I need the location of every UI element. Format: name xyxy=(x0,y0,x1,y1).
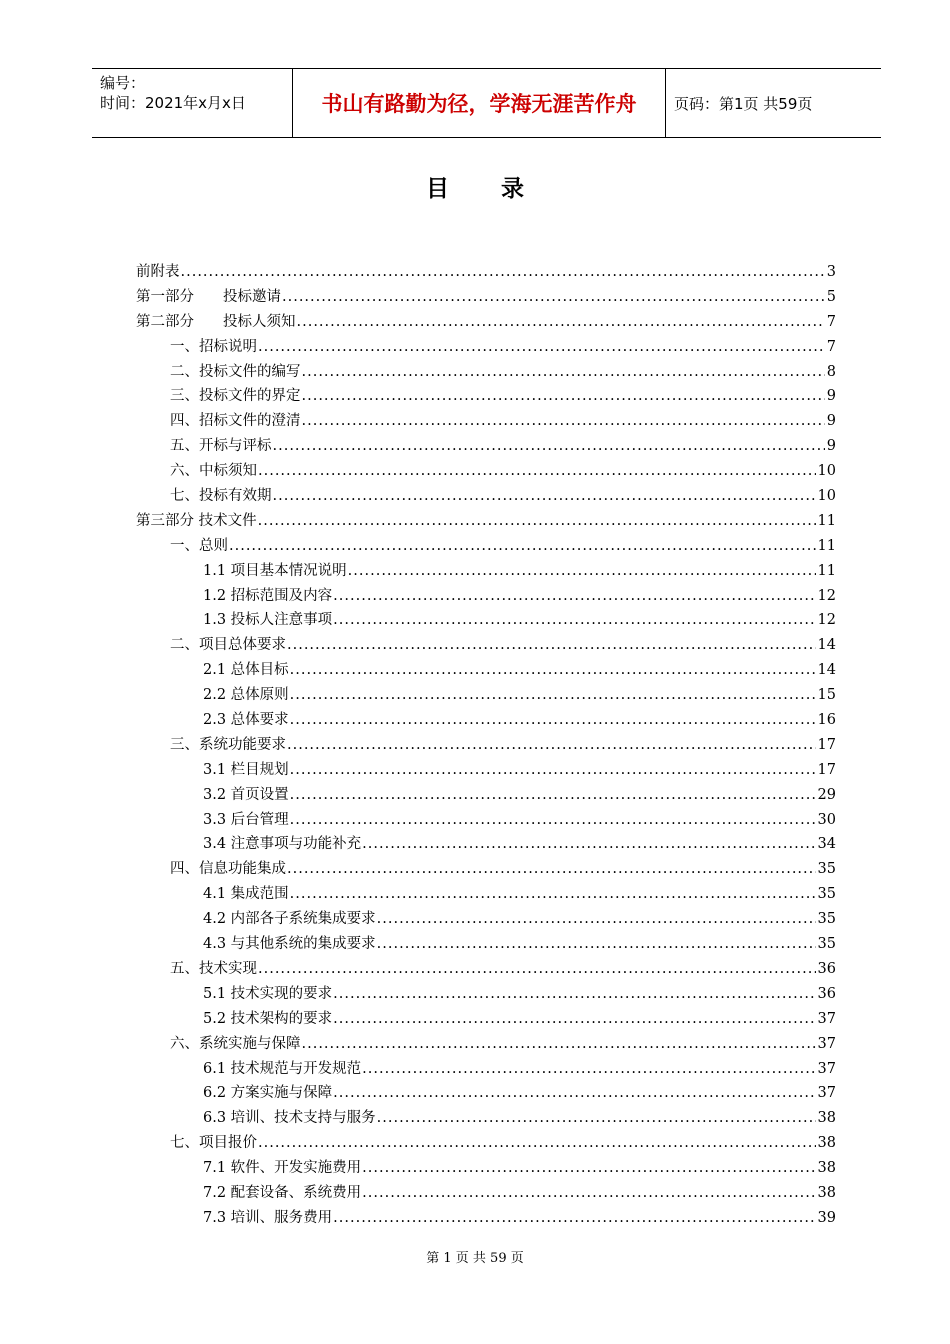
toc-entry-label: 三、投标文件的界定 xyxy=(170,388,301,405)
toc-entry-label: 七、项目报价 xyxy=(170,1135,257,1152)
toc-entry-label: 2.3 总体要求 xyxy=(203,712,289,729)
toc-entry-page: 38 xyxy=(817,1160,836,1177)
toc-entry-page: 39 xyxy=(817,1209,836,1226)
toc-entry-page: 15 xyxy=(817,687,836,704)
title-char-2: 录 xyxy=(501,176,524,202)
toc-leader-dots xyxy=(362,1185,815,1201)
toc-entry-page: 8 xyxy=(826,363,836,380)
toc-leader-dots xyxy=(282,289,825,305)
toc-entry[interactable] xyxy=(136,608,836,633)
toc-leader-dots xyxy=(302,413,825,429)
toc-entry[interactable] xyxy=(136,584,836,609)
toc-leader-dots xyxy=(258,513,816,529)
toc-leader-dots xyxy=(273,488,816,504)
toc-entry[interactable] xyxy=(136,1106,836,1131)
toc-leader-dots xyxy=(181,264,825,280)
toc-entry[interactable] xyxy=(136,1181,836,1206)
toc-entry-page: 9 xyxy=(826,413,836,430)
toc-entry-label: 2.2 总体原则 xyxy=(203,687,289,704)
toc-entry[interactable] xyxy=(136,633,836,658)
toc-entry-label: 7.2 配套设备、系统费用 xyxy=(203,1184,362,1201)
toc-entry-page: 16 xyxy=(817,712,836,729)
toc-entry[interactable] xyxy=(136,1206,836,1231)
toc-entry-label: 第一部分 投标邀请 xyxy=(136,288,281,305)
toc-entry-label: 5.2 技术架构的要求 xyxy=(203,1010,333,1027)
toc-leader-dots xyxy=(377,936,816,952)
toc-entry-page: 36 xyxy=(817,985,836,1002)
toc-entry-page: 34 xyxy=(817,836,836,853)
toc-entry-label: 3.3 后台管理 xyxy=(203,811,289,828)
toc-leader-dots xyxy=(302,388,825,404)
toc-entry-label: 第二部分 投标人须知 xyxy=(136,313,296,330)
toc-entry[interactable] xyxy=(136,285,836,310)
toc-entry[interactable] xyxy=(136,932,836,957)
toc-entry-label: 四、招标文件的澄清 xyxy=(170,413,301,430)
toc-entry[interactable] xyxy=(136,758,836,783)
toc-entry[interactable] xyxy=(136,708,836,733)
toc-entry-page: 11 xyxy=(817,512,836,529)
toc-entry[interactable] xyxy=(136,534,836,559)
toc-entry-page: 9 xyxy=(826,388,836,405)
page-header xyxy=(92,68,881,138)
toc-entry-label: 7.1 软件、开发实施费用 xyxy=(203,1160,362,1177)
toc-leader-dots xyxy=(362,1061,815,1077)
toc-entry-label: 1.1 项目基本情况说明 xyxy=(203,562,347,579)
toc-entry[interactable] xyxy=(136,1007,836,1032)
toc-entry[interactable] xyxy=(136,857,836,882)
toc-leader-dots xyxy=(377,911,816,927)
table-of-contents xyxy=(136,260,836,1231)
toc-leader-dots xyxy=(290,687,816,703)
toc-entry-label: 六、中标须知 xyxy=(170,463,257,480)
toc-entry-label: 五、开标与评标 xyxy=(170,438,272,455)
toc-leader-dots xyxy=(258,961,816,977)
toc-entry[interactable] xyxy=(136,559,836,584)
toc-entry-label: 4.2 内部各子系统集成要求 xyxy=(203,911,376,928)
toc-entry-label: 3.2 首页设置 xyxy=(203,786,289,803)
toc-entry[interactable] xyxy=(136,982,836,1007)
toc-entry[interactable] xyxy=(136,484,836,509)
toc-entry[interactable] xyxy=(136,808,836,833)
toc-entry-label: 前附表 xyxy=(136,264,180,280)
toc-leader-dots xyxy=(287,637,816,653)
toc-leader-dots xyxy=(290,787,816,803)
toc-entry-label: 五、技术实现 xyxy=(170,960,257,977)
toc-entry[interactable] xyxy=(136,1131,836,1156)
title-char-1: 目 xyxy=(426,176,449,202)
toc-leader-dots xyxy=(333,1210,815,1226)
toc-leader-dots xyxy=(287,737,816,753)
toc-entry-label: 三、系统功能要求 xyxy=(170,736,286,753)
toc-leader-dots xyxy=(333,612,815,628)
toc-entry-page: 10 xyxy=(817,488,836,505)
toc-entry[interactable] xyxy=(136,260,836,285)
toc-entry[interactable] xyxy=(136,683,836,708)
toc-entry-page: 17 xyxy=(817,761,836,778)
toc-entry[interactable] xyxy=(136,783,836,808)
toc-entry-label: 六、系统实施与保障 xyxy=(170,1035,301,1052)
toc-entry-page: 12 xyxy=(817,587,836,604)
header-meta xyxy=(92,69,293,137)
toc-entry-page: 17 xyxy=(817,736,836,753)
toc-entry-label: 4.3 与其他系统的集成要求 xyxy=(203,936,376,953)
toc-entry[interactable] xyxy=(136,509,836,534)
toc-leader-dots xyxy=(290,712,816,728)
toc-entry[interactable] xyxy=(136,434,836,459)
toc-entry-label: 一、总则 xyxy=(170,537,228,554)
toc-entry-page: 37 xyxy=(817,1035,836,1052)
toc-entry-page: 3 xyxy=(826,264,836,280)
toc-entry-page: 36 xyxy=(817,960,836,977)
toc-entry-label: 5.1 技术实现的要求 xyxy=(203,985,333,1002)
toc-leader-dots xyxy=(362,1160,815,1176)
toc-entry-page: 37 xyxy=(817,1085,836,1102)
toc-entry-label: 2.1 总体目标 xyxy=(203,662,289,679)
toc-entry-label: 1.3 投标人注意事项 xyxy=(203,612,333,629)
toc-entry-page: 38 xyxy=(817,1110,836,1127)
toc-entry[interactable] xyxy=(136,1156,836,1181)
toc-entry[interactable] xyxy=(136,384,836,409)
page-footer: 第 1 页 共 59 页 xyxy=(426,1251,524,1266)
toc-entry[interactable] xyxy=(136,1057,836,1082)
toc-entry[interactable] xyxy=(136,832,836,857)
toc-leader-dots xyxy=(290,886,816,902)
toc-entry-page: 29 xyxy=(817,786,836,803)
toc-leader-dots xyxy=(348,563,816,579)
toc-leader-dots xyxy=(290,662,816,678)
toc-entry-page: 38 xyxy=(817,1135,836,1152)
toc-entry-page: 7 xyxy=(826,338,836,355)
toc-leader-dots xyxy=(377,1110,816,1126)
toc-entry-page: 35 xyxy=(817,861,836,878)
toc-entry[interactable] xyxy=(136,882,836,907)
toc-entry-page: 37 xyxy=(817,1060,836,1077)
toc-leader-dots xyxy=(229,538,816,554)
toc-entry-label: 1.2 招标范围及内容 xyxy=(203,587,333,604)
header-date: 时间：2021年x月x日 xyxy=(100,94,246,112)
toc-leader-dots xyxy=(297,314,825,330)
toc-entry-label: 七、投标有效期 xyxy=(170,488,272,505)
toc-leader-dots xyxy=(302,1036,816,1052)
toc-entry-label: 4.1 集成范围 xyxy=(203,886,289,903)
toc-entry-page: 14 xyxy=(817,637,836,654)
toc-leader-dots xyxy=(290,812,816,828)
toc-entry[interactable] xyxy=(136,310,836,335)
toc-entry-label: 7.3 培训、服务费用 xyxy=(203,1209,333,1226)
toc-entry-label: 3.1 栏目规划 xyxy=(203,761,289,778)
toc-leader-dots xyxy=(258,463,816,479)
toc-entry-label: 第三部分 技术文件 xyxy=(136,512,257,529)
toc-entry-label: 6.1 技术规范与开发规范 xyxy=(203,1060,362,1077)
toc-leader-dots xyxy=(258,1135,816,1151)
toc-entry-page: 5 xyxy=(826,288,836,305)
toc-entry[interactable] xyxy=(136,335,836,360)
toc-entry-page: 11 xyxy=(817,537,836,554)
toc-entry-page: 12 xyxy=(817,612,836,629)
toc-leader-dots xyxy=(302,364,825,380)
toc-entry-label: 二、投标文件的编写 xyxy=(170,363,301,380)
toc-entry-label: 四、信息功能集成 xyxy=(170,861,286,878)
page-title xyxy=(0,170,950,203)
toc-entry-label: 一、招标说明 xyxy=(170,338,257,355)
toc-leader-dots xyxy=(333,1011,815,1027)
toc-leader-dots xyxy=(333,1085,815,1101)
toc-entry[interactable] xyxy=(136,733,836,758)
toc-entry-label: 二、项目总体要求 xyxy=(170,637,286,654)
header-serial: 编号： xyxy=(100,74,146,92)
toc-entry[interactable] xyxy=(136,658,836,683)
toc-entry-page: 7 xyxy=(826,313,836,330)
toc-entry[interactable] xyxy=(136,459,836,484)
toc-entry-page: 35 xyxy=(817,936,836,953)
toc-entry-label: 3.4 注意事项与功能补充 xyxy=(203,836,362,853)
toc-entry-page: 11 xyxy=(817,562,836,579)
toc-entry-page: 9 xyxy=(826,438,836,455)
header-motto: 书山有路勤为径，学海无涯苦作舟 xyxy=(293,69,666,137)
toc-leader-dots xyxy=(258,339,825,355)
header-page-number: 页码：第1页 共59页 xyxy=(674,94,813,113)
toc-entry-page: 35 xyxy=(817,886,836,903)
toc-leader-dots xyxy=(273,438,825,454)
toc-leader-dots xyxy=(333,986,815,1002)
toc-entry-page: 35 xyxy=(817,911,836,928)
toc-entry-page: 14 xyxy=(817,662,836,679)
toc-leader-dots xyxy=(362,836,815,852)
toc-entry-page: 38 xyxy=(817,1184,836,1201)
toc-entry-page: 37 xyxy=(817,1010,836,1027)
toc-entry[interactable] xyxy=(136,957,836,982)
toc-leader-dots xyxy=(290,762,816,778)
toc-entry[interactable] xyxy=(136,360,836,385)
toc-leader-dots xyxy=(287,861,816,877)
toc-entry-label: 6.2 方案实施与保障 xyxy=(203,1085,333,1102)
toc-entry[interactable] xyxy=(136,1032,836,1057)
toc-entry[interactable] xyxy=(136,1081,836,1106)
toc-leader-dots xyxy=(333,588,815,604)
toc-entry-page: 30 xyxy=(817,811,836,828)
toc-entry[interactable] xyxy=(136,907,836,932)
toc-entry-page: 10 xyxy=(817,463,836,480)
toc-entry-label: 6.3 培训、技术支持与服务 xyxy=(203,1110,376,1127)
toc-entry[interactable] xyxy=(136,409,836,434)
